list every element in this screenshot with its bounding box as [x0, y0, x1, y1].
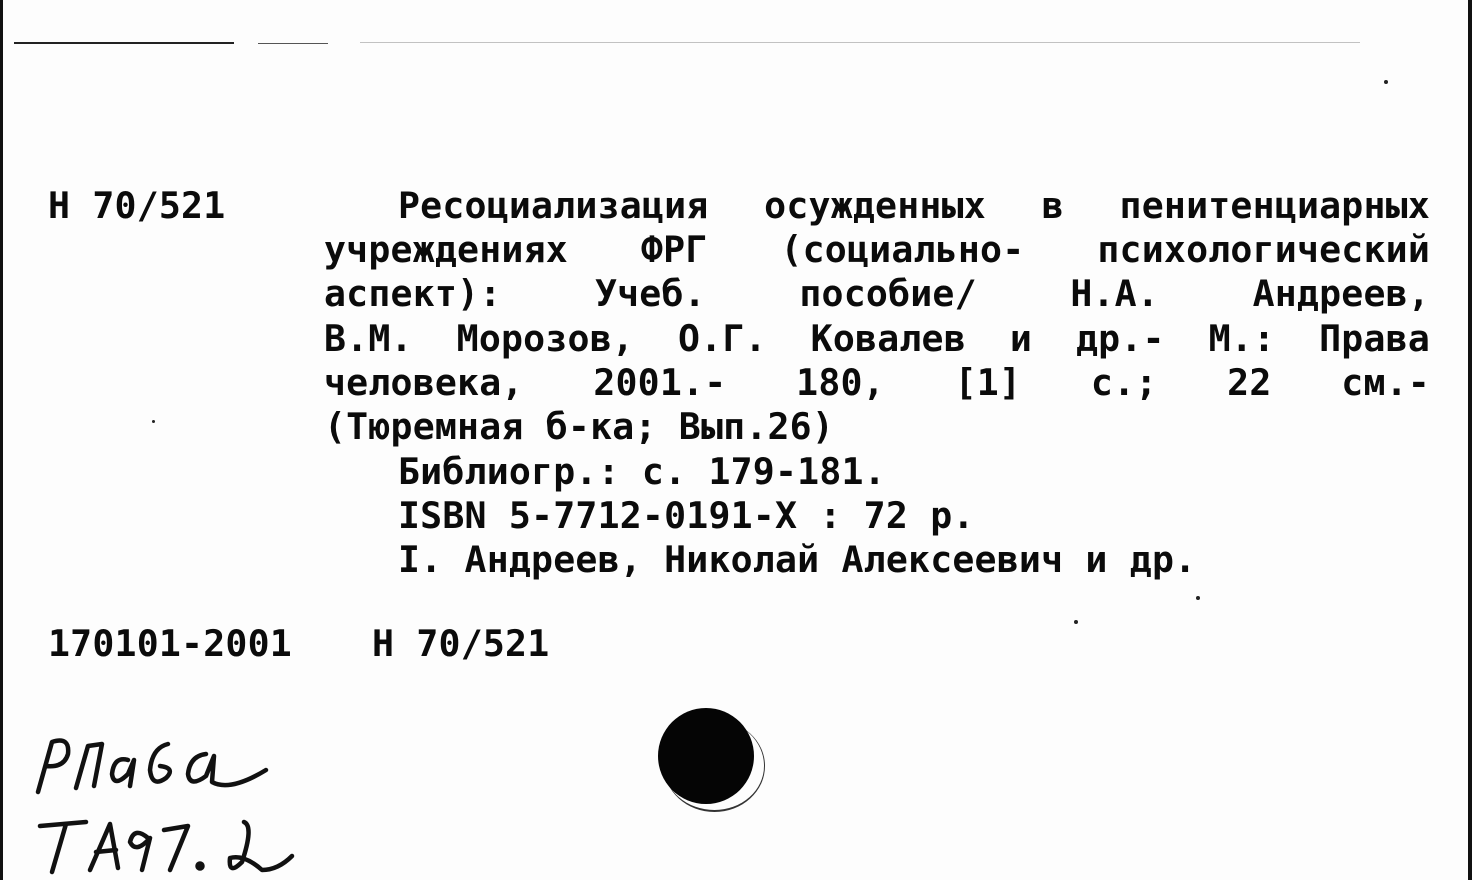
speck: [152, 420, 155, 423]
speck: [1074, 620, 1078, 624]
isbn-note: ISBN 5-7712-0191-X : 72 р.: [398, 494, 975, 537]
inventory-shelfmark: Н 70/521: [372, 622, 550, 665]
top-rule-segment: [360, 42, 1360, 43]
bibliography-note: Библиогр.: с. 179-181.: [398, 450, 886, 493]
inventory-number: 170101-2001: [48, 622, 292, 665]
title-line: Ресоциализация осужденных в пенитенциарных: [398, 184, 1430, 227]
body-line: В.М. Морозов, О.Г. Ковалев и др.- М.: Права: [324, 317, 1430, 360]
speck: [1196, 596, 1200, 600]
body-line: человека, 2001.- 180, [1] с.; 22 см.-: [324, 361, 1430, 404]
punch-hole: [658, 708, 754, 804]
body-line: аспект): Учеб. пособие/ Н.А. Андреев,: [324, 272, 1430, 315]
handwritten-note: [30, 730, 320, 880]
top-rule: [14, 42, 234, 44]
speck: [1384, 80, 1388, 84]
author-tracing: I. Андреев, Николай Алексеевич и др.: [398, 538, 1197, 581]
shelfmark: Н 70/521: [48, 184, 226, 227]
top-rule-segment: [258, 43, 328, 44]
card-right-edge: [1468, 0, 1472, 880]
series-line: (Тюремная б-ка; Вып.26): [324, 405, 835, 448]
body-line: учреждениях ФРГ (социально- психологический: [324, 228, 1430, 271]
card-left-edge: [0, 0, 3, 880]
